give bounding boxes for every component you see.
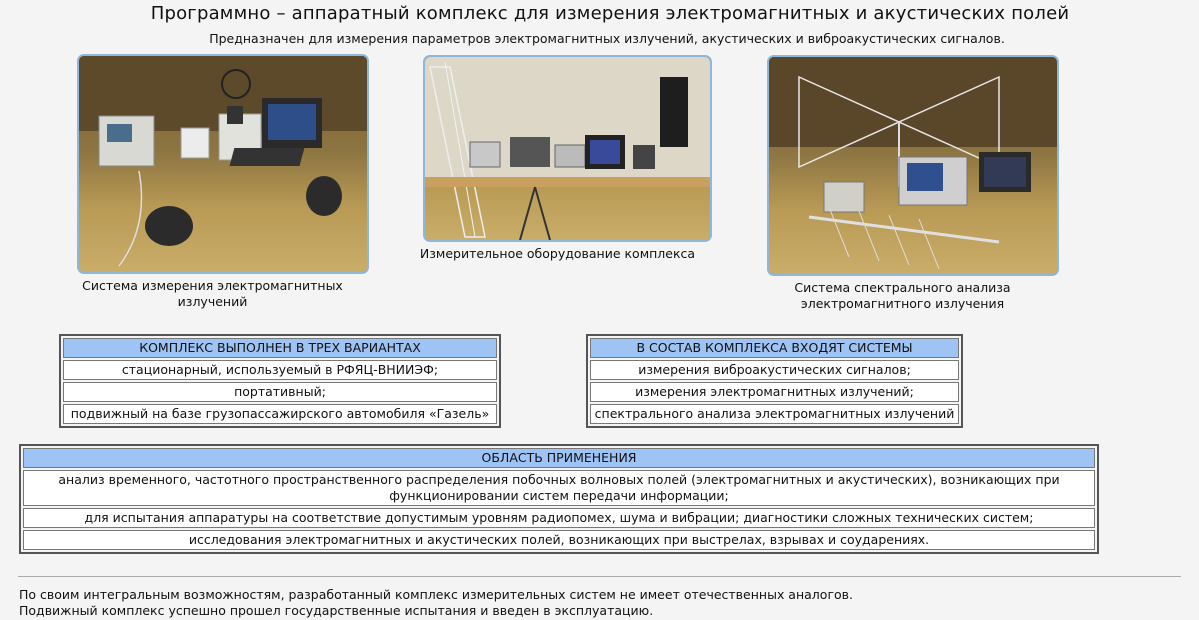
caption-line: излучений: [177, 294, 248, 309]
page-subtitle: Предназначен для измерения параметров электромагнитных излучений, акустических и виброакустических сигналов.: [209, 31, 1005, 46]
table-row: стационарный, используемый в РФЯЦ-ВНИИЭФ;: [63, 360, 497, 380]
caption-line: Система измерения электромагнитных: [82, 278, 343, 293]
photo-spectral-analysis-system: [767, 55, 1059, 276]
variants-table-header: КОМПЛЕКС ВЫПОЛНЕН В ТРЕХ ВАРИАНТАХ: [63, 338, 497, 358]
caption-line: Измерительное оборудование комплекса: [419, 246, 696, 261]
photo-complex-equipment: [423, 55, 712, 242]
table-row: исследования электромагнитных и акустических полей, возникающих при выстрелах, взрывах и соударениях.: [23, 530, 1095, 550]
variants-table: [59, 334, 501, 428]
photo-complex-equipment-caption: [405, 246, 710, 262]
systems-table: [586, 334, 963, 428]
table-row: портативный;: [63, 382, 497, 402]
systems-table-header: В СОСТАВ КОМПЛЕКСА ВХОДЯТ СИСТЕМЫ: [590, 338, 959, 358]
photo-em-measurement-caption: [70, 278, 355, 310]
table-row: анализ временного, частотного пространственного распределения побочных волновых полей (электромагнитных и акустических), возникающих при функционировании систем передачи информации;: [23, 470, 1095, 506]
table-row: спектрального анализа электромагнитных излучений: [590, 404, 959, 424]
photo-spectral-analysis-caption: [760, 280, 1045, 312]
footer-text-line1: По своим интегральным возможностям, разработанный комплекс измерительных систем не имеет отечественных аналогов.: [19, 587, 853, 602]
photo-em-measurement-system: [77, 54, 369, 274]
table-row: измерения электромагнитных излучений;: [590, 382, 959, 402]
divider: [18, 576, 1181, 577]
table-row: для испытания аппаратуры на соответствие допустимым уровням радиопомех, шума и вибрации; диагностики сложных технических систем;: [23, 508, 1095, 528]
footer-text-line2: Подвижный комплекс успешно прошел государственные испытания и введен в эксплуатацию.: [19, 603, 654, 618]
applications-table-header: ОБЛАСТЬ ПРИМЕНЕНИЯ: [23, 448, 1095, 468]
caption-line: Система спектрального анализа: [794, 280, 1011, 295]
caption-line: электромагнитного излучения: [800, 296, 1005, 311]
table-row: подвижный на базе грузопассажирского автомобиля «Газель»: [63, 404, 497, 424]
applications-table: [19, 444, 1099, 554]
table-row: измерения виброакустических сигналов;: [590, 360, 959, 380]
page-title: Программно – аппаратный комплекс для измерения электромагнитных и акустических полей: [150, 3, 1070, 24]
